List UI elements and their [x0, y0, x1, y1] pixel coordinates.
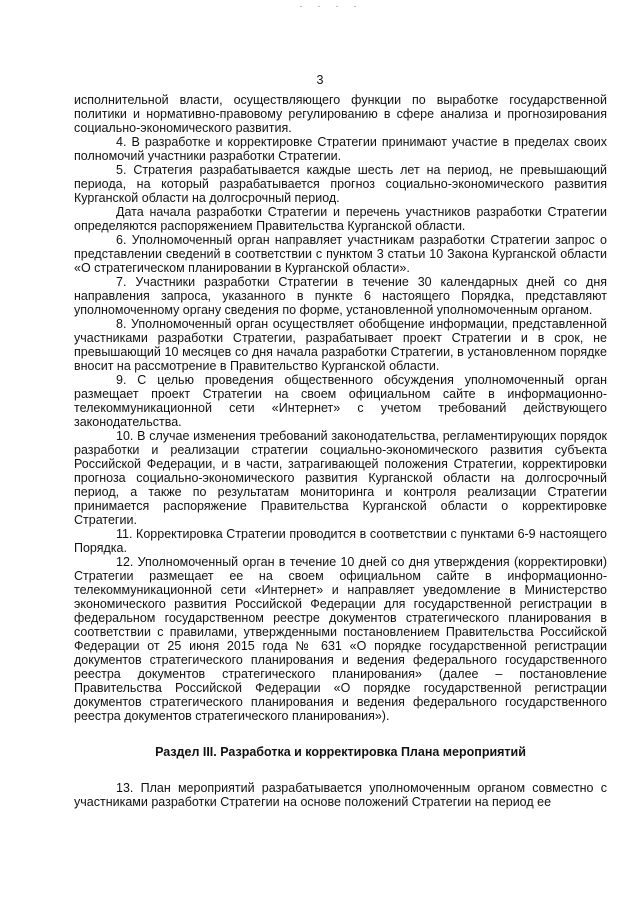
paragraph-item-11: 11. Корректировка Стратегии проводится в соответствии с пунктами 6-9 настоящего Порядка.: [74, 527, 607, 555]
paragraph-item-4: 4. В разработке и корректировке Стратегии принимают участие в пределах своих полномочий участники разработки Стратегии.: [74, 135, 607, 163]
paragraph-item-6: 6. Уполномоченный орган направляет участникам разработки Стратегии запрос о представлении сведений в соответствии с пунктом 3 статьи 10 Закона Курганской области «О стратегическом планировании в Курганской области».: [74, 233, 607, 275]
page-number: 3: [316, 73, 324, 87]
paragraph-item-12: 12. Уполномоченный орган в течение 10 дней со дня утверждения (корректировки) Стратегии размещает ее на своем официальном сайте в информационно-телекоммуникационной сети «Интернет» и направляет уведомление в Министерство экономического развития Российской Федерации для государственной регистрации в федеральном государственном реестре документов стратегического планирования в соответствии с правилами, утвержденными постановлением Правительства Российской Федерации от 25 июня 2015 года № 631 «О порядке государственной регистрации документов стратегического планирования и ведения федерального государственного реестра документов стратегического планирования» (далее – постановление Правительства Российской Федерации «О порядке государственной регистрации документов стратегического планирования и ведения федерального государственного реестра документов стратегического планирования»).: [74, 555, 607, 723]
paragraph-item-13: 13. План мероприятий разрабатывается уполномоченным органом совместно с участниками разработки Стратегии на основе положений Стратегии на период ее: [74, 781, 607, 809]
paragraph-item-5-note: Дата начала разработки Стратегии и перечень участников разработки Стратегии определяются распоряжением Правительства Курганской области.: [74, 205, 607, 233]
paragraph-item-5: 5. Стратегия разрабатывается каждые шесть лет на период, не превышающий периода, на который разрабатывается прогноз социально-экономического развития Курганской области на долгосрочный период.: [74, 163, 607, 205]
paragraph-continuation: исполнительной власти, осуществляющего функции по выработке государственной политики и нормативно-правовому регулированию в сфере анализа и прогнозирования социально-экономического развития.: [74, 93, 607, 135]
paragraph-item-10: 10. В случае изменения требований законодательства, регламентирующих порядок разработки и реализации стратегии социально-экономического развития субъекта Российской Федерации, и в части, затрагивающей положения Стратегии, корректировки прогноза социально-экономического развития Курганской области на долгосрочный период, а также по результатам мониторинга и контроля реализации Стратегии принимается распоряжение Правительства Курганской области о корректировке Стратегии.: [74, 429, 607, 527]
paragraph-item-9: 9. С целью проведения общественного обсуждения уполномоченный орган размещает проект Стратегии на своем официальном сайте в информационно-телекоммуникационной сети «Интернет» с учетом требований действующего законодательства.: [74, 373, 607, 429]
scan-artifact-dots: [0, 6, 640, 12]
document-body: [74, 93, 607, 809]
paragraph-item-7: 7. Участники разработки Стратегии в течение 30 календарных дней со дня направления запроса, указанного в пункте 6 настоящего Порядка, представляют уполномоченному органу сведения по форме, установленной уполномоченным органом.: [74, 275, 607, 317]
section-heading: Раздел III. Разработка и корректировка Плана мероприятий: [155, 745, 526, 759]
paragraph-item-8: 8. Уполномоченный орган осуществляет обобщение информации, представленной участниками разработки Стратегии, разрабатывает проект Стратегии и в срок, не превышающий 10 месяцев со дня начала разработки Стратегии, в установленном порядке вносит на рассмотрение в Правительство Курганской области.: [74, 317, 607, 373]
